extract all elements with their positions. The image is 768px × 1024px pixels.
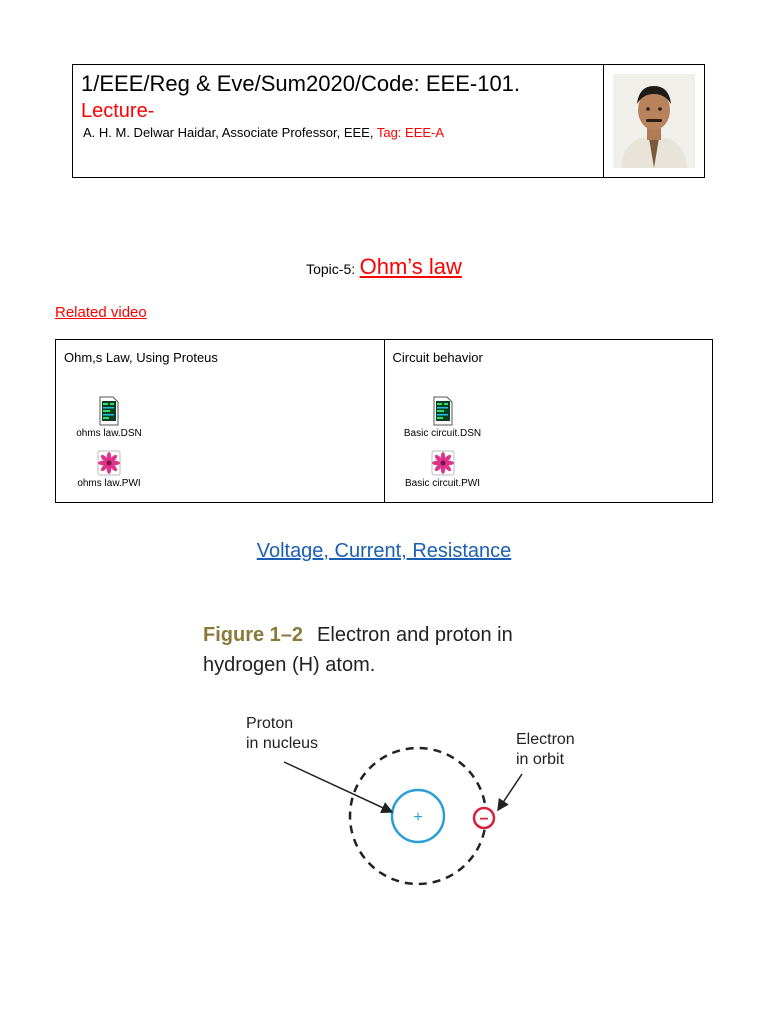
atom-svg xyxy=(240,710,600,910)
section-heading-link[interactable]: Voltage, Current, Resistance xyxy=(256,540,512,562)
file-attachment-pwi[interactable] xyxy=(388,450,498,489)
file-label: Basic circuit.PWI xyxy=(404,478,480,489)
figure-caption xyxy=(203,620,513,680)
video-table xyxy=(55,339,713,503)
electron-label-line1: Electron xyxy=(516,731,575,748)
pwi-file-icon xyxy=(431,450,455,476)
figure-caption-line2: hydrogen (H) atom. xyxy=(203,654,376,676)
file-label: ohms law.PWI xyxy=(77,478,141,489)
author-photo-cell xyxy=(604,65,704,177)
electron-arrow xyxy=(498,774,522,810)
file-attachment-dsn[interactable] xyxy=(388,396,498,439)
proton-label-line2: in nucleus xyxy=(246,735,319,752)
author-line xyxy=(83,123,603,143)
proton-arrow xyxy=(284,762,392,812)
dsn-file-icon xyxy=(433,396,453,426)
topic-heading xyxy=(0,254,768,280)
file-attachment-pwi[interactable] xyxy=(54,450,164,489)
file-attachment-dsn[interactable] xyxy=(54,396,164,439)
hydrogen-atom-diagram xyxy=(240,710,600,910)
author-photo xyxy=(613,74,695,168)
course-code: 1/EEE/Reg & Eve/Sum2020/Code: EEE-101. xyxy=(81,71,521,96)
proton-symbol: + xyxy=(413,809,423,826)
lecture-header xyxy=(72,64,705,178)
lecture-title: Lecture- xyxy=(81,100,155,122)
file-label: ohms law.DSN xyxy=(76,428,142,439)
video-cell-ohms-law xyxy=(56,340,384,502)
topic-name: Ohm’s law xyxy=(359,254,462,279)
dsn-file-icon xyxy=(99,396,119,426)
figure-caption-line1: Electron and proton in xyxy=(317,624,513,646)
related-video-link[interactable]: Related video xyxy=(55,304,147,321)
pwi-file-icon xyxy=(97,450,121,476)
header-text-cell xyxy=(73,65,604,177)
proton-label-line1: Proton xyxy=(246,715,294,732)
cell-title: Ohm,s Law, Using Proteus xyxy=(64,350,218,365)
author-tag: Tag: EEE-A xyxy=(376,125,445,140)
cell-title: Circuit behavior xyxy=(392,350,483,365)
author-name: A. H. M. Delwar Haidar, Associate Professor, EEE, xyxy=(83,125,374,140)
electron-symbol: − xyxy=(479,811,489,828)
figure-number: Figure 1–2 xyxy=(203,624,304,646)
topic-prefix: Topic-5: xyxy=(306,261,356,277)
electron-label-line2: in orbit xyxy=(516,751,565,768)
file-label: Basic circuit.DSN xyxy=(403,428,482,439)
video-cell-circuit-behavior xyxy=(384,340,713,502)
